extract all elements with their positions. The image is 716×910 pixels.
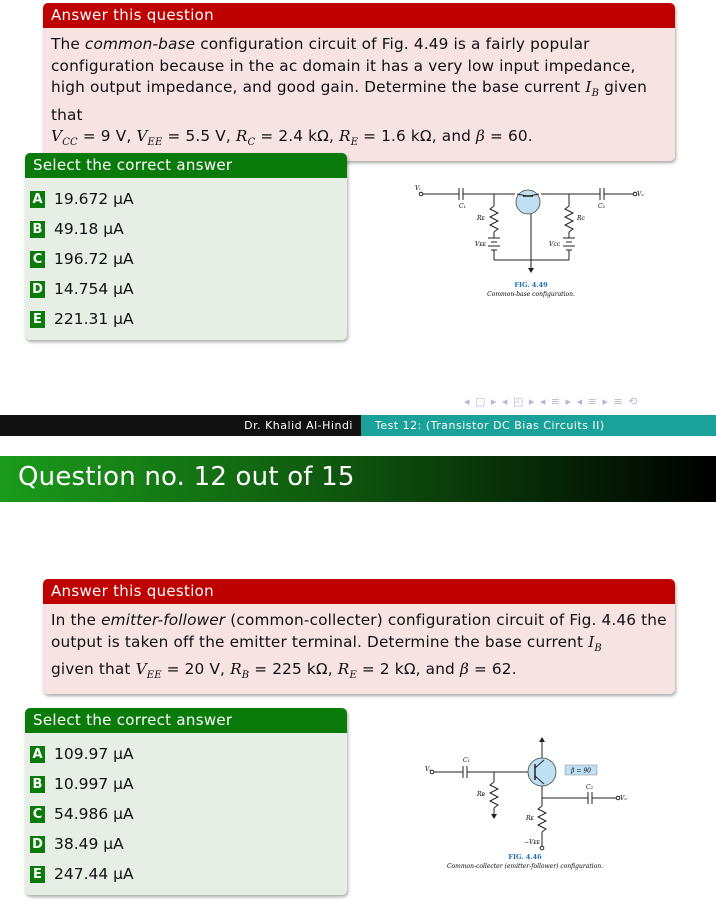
option-d[interactable] <box>30 274 347 304</box>
var-re: $R_E$ <box>337 660 357 682</box>
option-text: 19.672 μA <box>54 190 134 208</box>
var-ib: $I_B$ <box>585 78 600 100</box>
label-re: Rᴇ <box>526 815 534 822</box>
figure-caption-text: Common-base configuration. <box>487 291 575 298</box>
value-re: = 2 kΩ, and <box>356 660 460 679</box>
answer-options <box>25 178 347 340</box>
option-e[interactable] <box>30 304 347 334</box>
question-text-part: (common-collecter) configuration circuit of Fig. 4.46 the output is taken off the emitter terminal. Determine the base current <box>51 611 667 651</box>
label-vee: −Vᴇᴇ <box>524 839 540 846</box>
option-letter: A <box>30 746 45 763</box>
var-beta: β <box>459 660 469 679</box>
label-beta: β = 90 <box>571 767 591 775</box>
var-vee: $V_{EE}$ <box>136 127 163 149</box>
label-c2: C₂ <box>586 784 593 791</box>
question-text-part: In the <box>51 611 102 629</box>
value-beta: = 62. <box>468 660 517 679</box>
option-letter: B <box>30 221 45 238</box>
label-vcc: Vᴄᴄ <box>549 241 561 248</box>
question-text <box>43 28 675 161</box>
option-text: 14.754 μA <box>54 280 134 298</box>
option-a[interactable] <box>30 739 347 769</box>
answer-header: Select the correct answer <box>25 153 347 178</box>
circuit-figure-4-49 <box>415 172 645 307</box>
var-rb: $R_B$ <box>230 660 250 682</box>
question-text-part: configuration circuit of Fig. 4.49 is a fairly popular configuration because in the ac domain it has a very low input impedance, high output impedance, and good gain. Determine the base current <box>51 35 636 96</box>
answer-block-1 <box>25 153 347 340</box>
option-c[interactable] <box>30 799 347 829</box>
label-c2: C₂ <box>598 203 605 210</box>
option-letter: A <box>30 191 45 208</box>
label-vi: Vᵢ <box>425 766 431 773</box>
value-beta: = 60. <box>485 127 533 146</box>
option-text: 196.72 μA <box>54 250 134 268</box>
footer-bar <box>0 415 716 436</box>
option-e[interactable] <box>30 859 347 889</box>
label-c1: C₁ <box>459 203 466 210</box>
option-text: 49.18 μA <box>54 220 124 238</box>
arrow-up-icon <box>539 737 545 742</box>
option-letter: C <box>30 251 45 268</box>
option-text: 10.997 μA <box>54 775 134 793</box>
figure-caption-number: FIG. 4.49 <box>514 281 548 289</box>
option-text: 38.49 μA <box>54 835 124 853</box>
label-vo: Vₒ <box>620 795 627 802</box>
option-b[interactable] <box>30 769 347 799</box>
value-re: = 1.6 kΩ, and <box>358 127 477 146</box>
question-text-part: given that <box>51 78 647 124</box>
var-vee: $V_{EE}$ <box>135 660 162 682</box>
value-rc: = 2.4 kΩ, <box>255 127 340 146</box>
frame-title: Question no. 12 out of 15 <box>18 462 355 492</box>
option-text: 109.97 μA <box>54 745 134 763</box>
value-vcc: = 9 V, <box>77 127 137 146</box>
option-text: 221.31 μA <box>54 310 134 328</box>
ground-icon <box>491 814 497 819</box>
var-ib: $I_B$ <box>588 632 602 654</box>
question-header: Answer this question <box>43 3 675 28</box>
question-text-part: given that <box>51 660 136 679</box>
option-a[interactable] <box>30 184 347 214</box>
footer-title: Test 12: (Transistor DC Bias Circuits II) <box>361 415 716 436</box>
label-rb: Rʙ <box>477 791 485 798</box>
question-header: Answer this question <box>43 579 675 604</box>
question-block-1 <box>43 3 675 161</box>
option-letter: E <box>30 866 45 883</box>
frame-title-bar <box>0 456 716 502</box>
ground-icon <box>528 268 534 273</box>
label-re: Rᴇ <box>477 215 485 222</box>
beamer-navigation-symbols[interactable]: ◂ ▢ ▸ ◂ ◰ ▸ ◂ ≡ ▸ ◂ ≡ ▸ ≡ ⟲ <box>464 395 639 408</box>
question-text <box>43 604 675 694</box>
var-vcc: $V_{CC}$ <box>51 127 78 149</box>
figure-caption-number: FIG. 4.46 <box>508 853 542 861</box>
var-beta: β <box>476 127 486 146</box>
label-rc: Rᴄ <box>577 215 585 222</box>
circuit-figure-4-46 <box>420 728 630 878</box>
var-rc: $R_C$ <box>235 127 256 149</box>
option-text: 247.44 μA <box>54 865 134 883</box>
option-c[interactable] <box>30 244 347 274</box>
label-vi: Vᵢ <box>415 185 421 192</box>
question-block-2 <box>43 579 675 694</box>
option-letter: D <box>30 281 45 298</box>
transistor-icon <box>516 190 540 214</box>
answer-block-2 <box>25 708 347 895</box>
answer-header: Select the correct answer <box>25 708 347 733</box>
value-rb: = 225 kΩ, <box>249 660 338 679</box>
option-letter: B <box>30 776 45 793</box>
option-d[interactable] <box>30 829 347 859</box>
var-re: $R_E$ <box>339 127 359 149</box>
footer-author: Dr. Khalid Al-Hindi <box>0 415 361 436</box>
question-emphasis: common-base <box>84 35 196 53</box>
label-vee: Vᴇᴇ <box>475 241 486 248</box>
option-letter: E <box>30 311 45 328</box>
label-vo: Vₒ <box>637 191 644 198</box>
value-vee: = 20 V, <box>161 660 231 679</box>
option-b[interactable] <box>30 214 347 244</box>
option-letter: C <box>30 806 45 823</box>
question-text-part: The <box>51 35 85 53</box>
value-vee: = 5.5 V, <box>162 127 236 146</box>
option-letter: D <box>30 836 45 853</box>
option-text: 54.986 μA <box>54 805 134 823</box>
label-c1: C₁ <box>463 757 470 764</box>
answer-options <box>25 733 347 895</box>
question-emphasis: emitter-follower <box>101 611 226 629</box>
figure-caption-text: Common-collecter (emitter-follower) configuration. <box>446 863 604 870</box>
